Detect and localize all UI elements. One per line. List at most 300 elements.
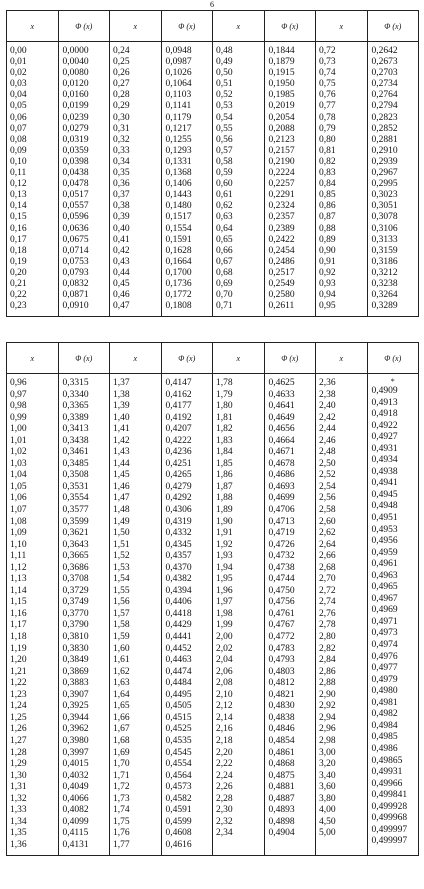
header-x-2: x (110, 343, 162, 374)
x-value: 2,94 (319, 712, 336, 723)
x-value: 1,92 (216, 539, 233, 550)
x-value: 0,38 (113, 201, 130, 212)
phi-value: 0,4066 (62, 793, 89, 804)
x-value: 0,40 (113, 223, 130, 234)
phi-value: 0,3599 (62, 516, 89, 527)
x-value: 2,20 (216, 747, 233, 758)
phi-value: 0,3485 (62, 458, 89, 469)
phi-value: 0,0636 (62, 223, 89, 234)
x-value: 1,87 (216, 481, 233, 492)
x-value: 0,66 (216, 245, 233, 256)
phi-value: 0,3980 (62, 735, 89, 746)
phi-value: 0,3830 (62, 643, 89, 654)
note-mark: * (390, 377, 395, 386)
x-value: 0,62 (216, 201, 233, 212)
phi-value: 0,4633 (268, 389, 295, 400)
x-value: 2,04 (216, 655, 233, 666)
phi-value: 0,4192 (165, 412, 192, 423)
x-value: 1,31 (10, 782, 27, 793)
phi-value: 0,0948 (165, 46, 192, 56)
phi-value: 0,3133 (371, 234, 398, 245)
x-value: 0,93 (319, 278, 336, 289)
x-value: 2,66 (319, 551, 336, 562)
phi-value: 0,4599 (165, 816, 192, 827)
phi-value: 0,4838 (268, 712, 295, 723)
phi-value: 0,3643 (62, 539, 89, 550)
x-value: 0,52 (216, 90, 233, 101)
phi-value: 0,3461 (62, 447, 89, 458)
phi-value: 0,3078 (371, 212, 398, 223)
x-value: 1,11 (10, 551, 27, 562)
x-value: 2,08 (216, 678, 233, 689)
phi-value: 0,4738 (268, 562, 295, 573)
x-value: 1,79 (216, 389, 233, 400)
x-value: 0,12 (10, 179, 27, 190)
x-value: 2,52 (319, 470, 336, 481)
header-phi-2: Φ (x) (161, 343, 213, 374)
x-value: 1,99 (216, 620, 233, 631)
phi-value: 0,499928 (371, 801, 408, 812)
phi-value: 0,3554 (62, 493, 89, 504)
x-value: 0,81 (319, 145, 336, 156)
phi-value: 0,2703 (371, 68, 398, 79)
x-value: 0,46 (113, 290, 130, 301)
x-value: 2,10 (216, 689, 233, 700)
x-value: 2,18 (216, 735, 233, 746)
phi-value: 0,4649 (268, 412, 295, 423)
x-value: 1,28 (10, 747, 27, 758)
phi-value: 0,0239 (62, 112, 89, 123)
x-value: 0,74 (319, 68, 336, 79)
header-x-2: x (110, 11, 162, 42)
phi-value: 0,3238 (371, 278, 398, 289)
phi-value: 0,0000 (62, 46, 89, 56)
phi-value: 0,1141 (165, 101, 192, 112)
x-value: 0,95 (319, 301, 336, 312)
x-value: 1,78 (216, 378, 233, 388)
x-value: 1,23 (10, 689, 27, 700)
phi-value: 0,49931 (371, 767, 403, 778)
phi-value: 0,4868 (268, 759, 295, 770)
x-value: 0,15 (10, 212, 27, 223)
x-value: 1,86 (216, 470, 233, 481)
phi-value: 0,4162 (165, 389, 192, 400)
x-value: 1,50 (113, 528, 130, 539)
phi-value: 0,4015 (62, 759, 89, 770)
phi-value: 0,2852 (371, 123, 398, 134)
phi-value: 0,3365 (62, 401, 89, 412)
x-value: 0,09 (10, 145, 27, 156)
x-value: 1,58 (113, 620, 130, 631)
x-value: 0,57 (216, 145, 233, 156)
phi-value: 0,4732 (268, 551, 295, 562)
phi-value: 0,3413 (62, 424, 89, 435)
phi-value: 0,499841 (371, 790, 408, 801)
phi-value: 0,4979 (371, 674, 398, 685)
x-value: 1,06 (10, 493, 27, 504)
phi-value: 0,3106 (371, 223, 398, 234)
x-column (110, 374, 162, 856)
phi-value: 0,4625 (268, 378, 295, 388)
x-value: 0,78 (319, 112, 336, 123)
x-value: 1,98 (216, 608, 233, 619)
phi-value: 0,4099 (62, 816, 89, 827)
phi-column (161, 374, 213, 856)
phi-value: 0,4918 (371, 409, 398, 420)
phi-value: 0,4265 (165, 470, 192, 481)
phi-value: 0,4131 (62, 839, 89, 850)
x-value: 0,80 (319, 134, 336, 145)
phi-value: 0,2881 (371, 134, 398, 145)
phi-value: 0,4976 (371, 651, 398, 662)
x-value: 1,07 (10, 505, 27, 516)
phi-value: 0,0714 (62, 245, 89, 256)
x-value: 3,40 (319, 770, 336, 781)
phi-value: 0,4904 (268, 828, 295, 839)
phi-value: 0,4982 (371, 709, 398, 720)
x-value: 0,41 (113, 234, 130, 245)
phi-value: 0,3212 (371, 267, 398, 278)
phi-value: 0,2580 (268, 290, 295, 301)
x-value: 1,56 (113, 597, 130, 608)
phi-value: 0,4726 (268, 539, 295, 550)
x-value: 1,65 (113, 701, 130, 712)
x-value: 2,74 (319, 597, 336, 608)
phi-value: 0,3340 (62, 389, 89, 400)
x-value: 0,01 (10, 57, 27, 68)
phi-value: 0,4909 (371, 386, 398, 396)
x-value: 1,70 (113, 759, 130, 770)
x-value: 0,54 (216, 112, 233, 123)
x-value: 1,17 (10, 620, 27, 631)
phi-value: 0,4306 (165, 505, 192, 516)
x-value: 2,44 (319, 424, 336, 435)
phi-value: 0,3023 (371, 190, 398, 201)
header-phi-2: Φ (x) (161, 11, 213, 42)
x-value: 1,61 (113, 655, 130, 666)
phi-value: 0,4332 (165, 528, 192, 539)
phi-value: 0,4969 (371, 605, 398, 616)
phi-value: 0,4981 (371, 697, 398, 708)
x-value: 2,62 (319, 528, 336, 539)
header-phi-1: Φ (x) (58, 343, 110, 374)
x-value: 2,26 (216, 782, 233, 793)
phi-value: 0,3907 (62, 689, 89, 700)
phi-value: 0,4394 (165, 585, 192, 596)
phi-value: 0,4686 (268, 470, 295, 481)
phi-value: 0,4934 (371, 455, 398, 466)
phi-value: 0,4977 (371, 663, 398, 674)
phi-value: 0,3869 (62, 666, 89, 677)
x-value: 0,05 (10, 101, 27, 112)
x-value: 1,64 (113, 689, 130, 700)
phi-value: 0,3159 (371, 245, 398, 256)
x-value: 0,17 (10, 234, 27, 245)
x-value: 0,25 (113, 57, 130, 68)
phi-value: 0,2157 (268, 145, 295, 156)
phi-value: 0,1217 (165, 123, 192, 134)
x-value: 3,80 (319, 793, 336, 804)
phi-value: 0,2794 (371, 101, 398, 112)
x-value: 0,99 (10, 412, 27, 423)
x-value: 1,04 (10, 470, 27, 481)
x-value: 0,26 (113, 68, 130, 79)
phi-value: 0,3997 (62, 747, 89, 758)
phi-value: 0,2190 (268, 156, 295, 167)
x-value: 0,06 (10, 112, 27, 123)
phi-value: 0,3389 (62, 412, 89, 423)
phi-value: 0,1985 (268, 90, 295, 101)
x-value: 2,90 (319, 689, 336, 700)
phi-value: 0,4971 (371, 616, 398, 627)
phi-value: 0,3708 (62, 574, 89, 585)
phi-value: 0,4554 (165, 759, 192, 770)
x-value: 0,59 (216, 168, 233, 179)
x-value: 0,96 (10, 378, 27, 388)
phi-value: 0,4821 (268, 689, 295, 700)
x-value: 1,18 (10, 632, 27, 643)
x-value: 2,36 (319, 378, 336, 388)
x-column (316, 374, 368, 856)
phi-value: 0,0557 (62, 201, 89, 212)
phi-value: 0,4965 (371, 582, 398, 593)
x-value: 0,20 (10, 267, 27, 278)
x-value: 1,91 (216, 528, 233, 539)
phi-value: 0,3315 (62, 378, 89, 388)
phi-value: 0,0871 (62, 290, 89, 301)
phi-value: 0,4854 (268, 735, 295, 746)
x-value: 1,80 (216, 401, 233, 412)
phi-value: 0,4641 (268, 401, 295, 412)
x-value: 1,59 (113, 632, 130, 643)
phi-value: 0,4956 (371, 536, 398, 547)
x-value: 1,25 (10, 712, 27, 723)
x-value: 0,64 (216, 223, 233, 234)
x-value: 0,13 (10, 190, 27, 201)
x-value: 0,39 (113, 212, 130, 223)
phi-value: 0,1664 (165, 256, 192, 267)
phi-value: 0,1064 (165, 79, 192, 90)
phi-value: 0,4115 (62, 828, 89, 839)
phi-value: 0,4945 (371, 489, 398, 500)
x-value: 1,93 (216, 551, 233, 562)
x-value: 0,08 (10, 134, 27, 145)
phi-value: 0,4756 (268, 597, 295, 608)
phi-value: 0,1736 (165, 278, 192, 289)
phi-value: 0,2486 (268, 256, 295, 267)
phi-value: 0,0398 (62, 156, 89, 167)
x-value: 1,34 (10, 816, 27, 827)
x-value: 1,40 (113, 412, 130, 423)
x-value: 0,91 (319, 256, 336, 267)
phi-value: 0,4812 (268, 678, 295, 689)
phi-value: 0,4564 (165, 770, 192, 781)
phi-value: 0,3289 (371, 301, 398, 312)
phi-value: 0,4938 (371, 466, 398, 477)
phi-value: 0,4913 (371, 397, 398, 408)
x-value: 1,20 (10, 655, 27, 666)
phi-value: 0,4591 (165, 805, 192, 816)
phi-value: 0,4980 (371, 686, 398, 697)
x-value: 1,69 (113, 747, 130, 758)
x-value: 1,47 (113, 493, 130, 504)
phi-value: 0,4973 (371, 628, 398, 639)
x-value: 1,82 (216, 424, 233, 435)
x-value: 1,35 (10, 828, 27, 839)
x-value: 0,45 (113, 278, 130, 289)
phi-value: 0,4706 (268, 505, 295, 516)
phi-value: 0,0793 (62, 267, 89, 278)
phi-value: 0,2967 (371, 168, 398, 179)
phi-value: 0,0675 (62, 234, 89, 245)
phi-value: 0,4345 (165, 539, 192, 550)
phi-value: 0,4959 (371, 547, 398, 558)
x-value: 2,72 (319, 585, 336, 596)
phi-value: 0,4582 (165, 793, 192, 804)
x-value: 1,30 (10, 770, 27, 781)
phi-value: 0,0438 (62, 168, 89, 179)
x-column (7, 42, 59, 317)
phi-value: 0,0160 (62, 90, 89, 101)
phi-value: 0,0080 (62, 68, 89, 79)
phi-value: 0,2823 (371, 112, 398, 123)
x-value: 2,76 (319, 608, 336, 619)
x-value: 2,02 (216, 643, 233, 654)
phi-value: 0,3665 (62, 551, 89, 562)
phi-value: 0,4357 (165, 551, 192, 562)
phi-value: 0,4986 (371, 743, 398, 754)
x-value: 2,86 (319, 666, 336, 677)
x-value: 0,71 (216, 301, 233, 312)
x-value: 0,56 (216, 134, 233, 145)
phi-value: 0,4887 (268, 793, 295, 804)
phi-value: 0,3438 (62, 435, 89, 446)
phi-value: 0,4207 (165, 424, 192, 435)
phi-value: 0,4664 (268, 435, 295, 446)
phi-value: 0,4693 (268, 481, 295, 492)
phi-value: 0,2224 (268, 168, 295, 179)
phi-value: 0,1443 (165, 190, 192, 201)
phi-value: 0,3749 (62, 597, 89, 608)
phi-value: 0,4505 (165, 701, 192, 712)
phi-value: 0,4382 (165, 574, 192, 585)
x-value: 2,60 (319, 516, 336, 527)
x-value: 1,90 (216, 516, 233, 527)
x-value: 0,63 (216, 212, 233, 223)
phi-value: 0,3944 (62, 712, 89, 723)
x-value: 1,73 (113, 793, 130, 804)
x-value: 1,67 (113, 724, 130, 735)
x-value: 0,55 (216, 123, 233, 134)
x-value: 1,48 (113, 505, 130, 516)
x-value: 0,86 (319, 201, 336, 212)
phi-value: 0,2673 (371, 57, 398, 68)
x-value: 0,73 (319, 57, 336, 68)
phi-value: 0,4608 (165, 828, 192, 839)
x-value: 0,21 (10, 278, 27, 289)
phi-value: 0,4545 (165, 747, 192, 758)
x-value: 0,92 (319, 267, 336, 278)
x-value: 1,57 (113, 608, 130, 619)
x-value: 1,12 (10, 562, 27, 573)
x-value: 0,02 (10, 68, 27, 79)
phi-value: 0,1103 (165, 90, 192, 101)
phi-value: 0,2611 (268, 301, 295, 312)
phi-value: 0,2939 (371, 156, 398, 167)
header-x-1: x (7, 343, 59, 374)
x-value: 0,68 (216, 267, 233, 278)
x-value: 1,52 (113, 551, 130, 562)
x-value: 2,48 (319, 447, 336, 458)
phi-value: 0,4961 (371, 559, 398, 570)
x-value: 1,26 (10, 724, 27, 735)
phi-value: 0,4898 (268, 816, 295, 827)
phi-value: 0,4495 (165, 689, 192, 700)
x-value: 1,44 (113, 458, 130, 469)
phi-value: 0,0279 (62, 123, 89, 134)
x-value: 1,89 (216, 505, 233, 516)
phi-value: 0,1808 (165, 301, 192, 312)
phi-value: 0,0478 (62, 179, 89, 190)
phi-value: 0,2123 (268, 134, 295, 145)
x-value: 0,60 (216, 179, 233, 190)
phi-value: 0,4535 (165, 735, 192, 746)
phi-value: 0,3925 (62, 701, 89, 712)
phi-value: 0,1293 (165, 145, 192, 156)
page-number: 6 (210, 0, 214, 9)
x-value: 2,40 (319, 401, 336, 412)
x-value: 1,94 (216, 562, 233, 573)
header-x-4: x (316, 11, 368, 42)
x-value: 0,00 (10, 46, 27, 56)
phi-value: 0,4893 (268, 805, 295, 816)
x-value: 1,63 (113, 678, 130, 689)
phi-value: 0,3686 (62, 562, 89, 573)
x-value: 0,23 (10, 301, 27, 312)
phi-value: 0,4671 (268, 447, 295, 458)
x-value: 1,72 (113, 782, 130, 793)
x-value: 2,38 (319, 389, 336, 400)
phi-value: 0,4941 (371, 478, 398, 489)
x-value: 2,28 (216, 793, 233, 804)
x-value: 1,51 (113, 539, 130, 550)
phi-value: 0,0120 (62, 79, 89, 90)
phi-value: 0,4279 (165, 481, 192, 492)
x-value: 1,85 (216, 458, 233, 469)
body-row (7, 374, 419, 856)
x-value: 1,62 (113, 666, 130, 677)
phi-value: 0,4463 (165, 655, 192, 666)
x-value: 0,88 (319, 223, 336, 234)
x-value: 2,82 (319, 643, 336, 654)
phi-value: 0,1480 (165, 201, 192, 212)
x-value: 0,97 (10, 389, 27, 400)
x-value: 1,09 (10, 528, 27, 539)
x-value: 0,70 (216, 290, 233, 301)
phi-value: 0,3770 (62, 608, 89, 619)
x-value: 0,58 (216, 156, 233, 167)
x-value: 1,14 (10, 585, 27, 596)
x-value: 0,98 (10, 401, 27, 412)
phi-value: 0,2910 (371, 145, 398, 156)
x-column (213, 374, 265, 856)
x-value: 0,22 (10, 290, 27, 301)
phi-value: 0,4744 (268, 574, 295, 585)
x-value: 1,45 (113, 470, 130, 481)
x-value: 1,33 (10, 805, 27, 816)
x-value: 1,03 (10, 458, 27, 469)
phi-value: 0,3577 (62, 505, 89, 516)
